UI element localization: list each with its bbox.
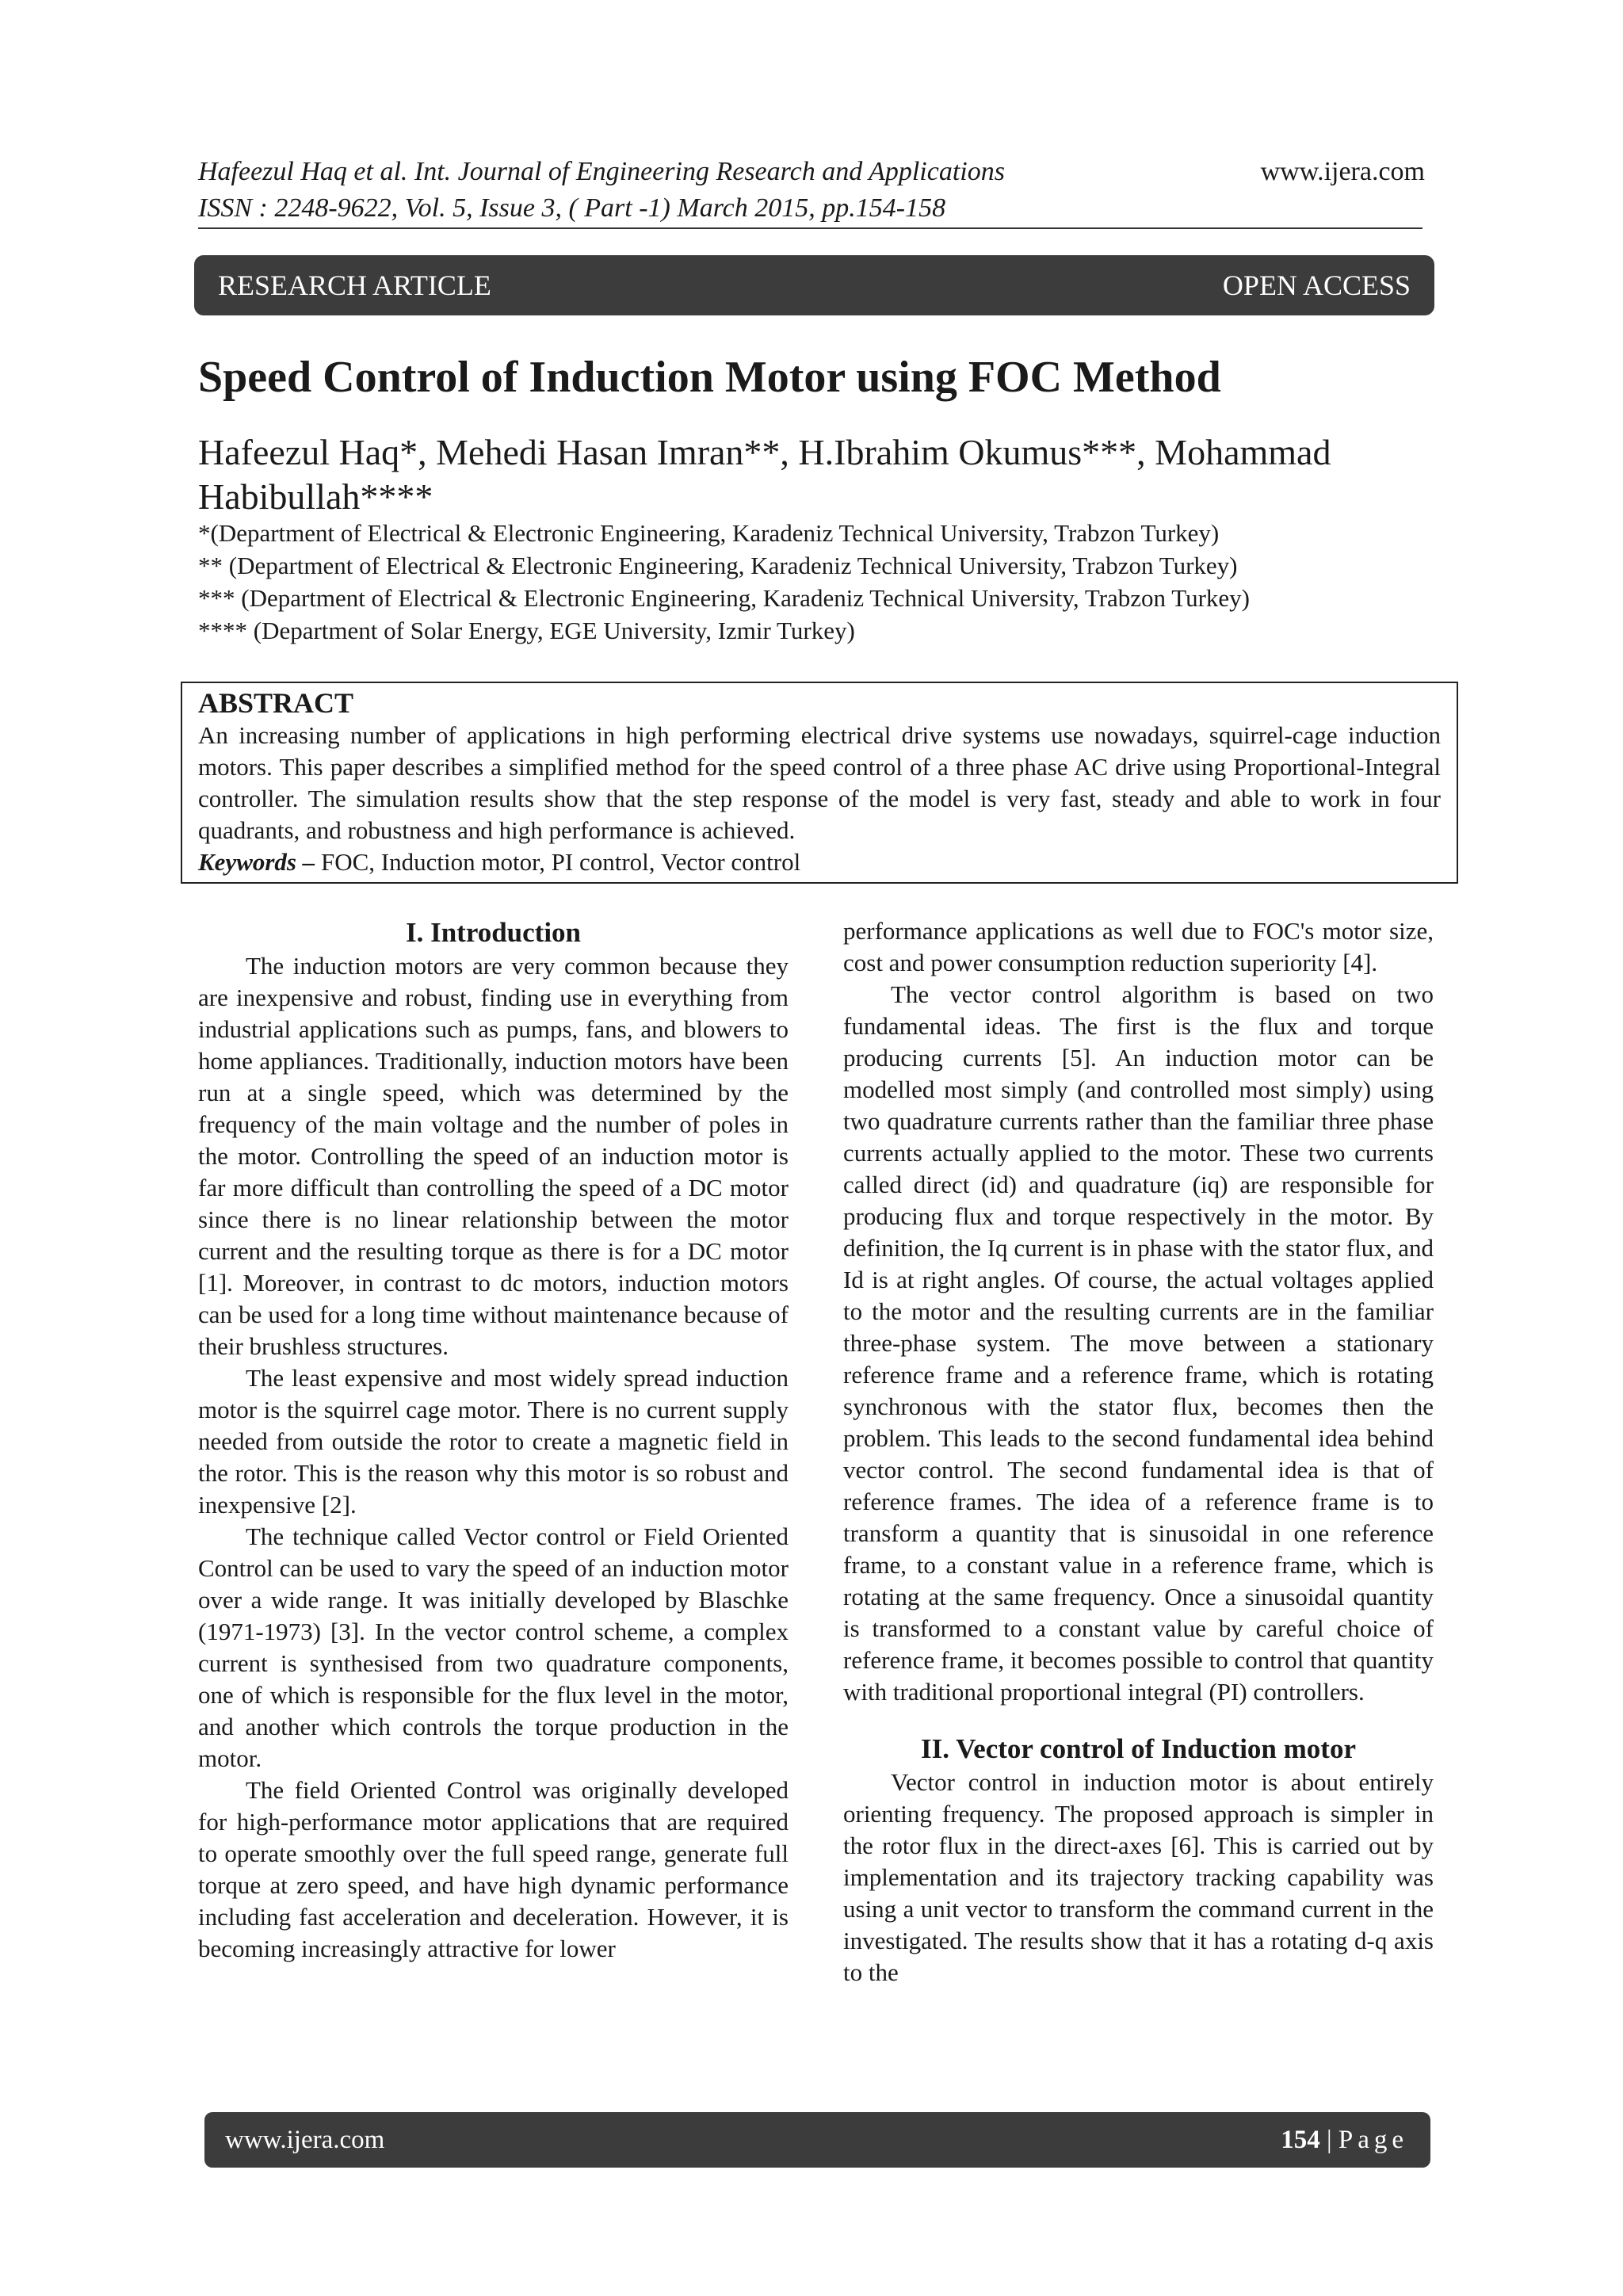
affiliation-1: *(Department of Electrical & Electronic Engineering, Karadeniz Technical University, Trabzon Turkey): [198, 519, 1220, 547]
header-site-link[interactable]: www.ijera.com: [1260, 157, 1425, 186]
author-list: Hafeezul Haq*, Mehedi Hasan Imran**, H.Ibrahim Okumus***, Mohammad Habibullah****: [198, 432, 1331, 517]
intro-paragraph-1: The induction motors are very common because they are inexpensive and robust, finding use in everything from industrial applications such as pumps, fans, and blowers to home appliances. Traditionally, induction motors have been run at a single speed, which was determined by the frequency of the main voltage and the number of poles in the motor. Controlling the speed of an induction motor is far more difficult than controlling the speed of a DC motor since there is no linear relationship between the motor current and the resulting torque as there is for a DC motor [1]. Moreover, in contrast to dc motors, induction motors can be used for a long time without maintenance because of their brushless structures.: [198, 952, 789, 1360]
running-header: [198, 154, 1425, 230]
keywords-line: [198, 846, 1441, 878]
intro-paragraph-3: The technique called Vector control or Field Oriented Control can be used to vary the speed of an induction motor over a wide range. It was initially developed by Blaschke (1971-1973) [3]. In the vector control scheme, a complex current is synthesised from two quadrature components, one of which is responsible for the flux level in the motor, and another which controls the torque production in the motor.: [198, 1522, 789, 1772]
intro-paragraph-5: The vector control algorithm is based on two fundamental ideas. The first is the flux and torque producing currents [5]. An induction motor can be modelled most simply (and controlled most simply) using two quadrature currents rather than the familiar three phase currents actually applied to the motor. These two currents called direct (id) and quadrature (iq) are responsible for producing flux and torque respectively in the motor. By definition, the Iq current is in phase with the stator flux, and Id is at right angles. Of course, the actual voltages applied to the motor and the resulting currents are in the familiar three-phase system. The move between a stationary reference frame and a reference frame, which is rotating synchronous with the stator flux, becomes then the problem. This leads to the second fundamental idea behind vector control. The second fundamental idea is that of reference frames. The idea of a reference frame is to transform a quantity that is sinusoidal in one reference frame, to a constant value in a reference frame, which is rotating at the same frequency. Once a sinusoidal quantity is transformed to a constant value by careful choice of reference frame, it becomes possible to control that quantity with traditional proportional integral (PI) controllers.: [843, 980, 1434, 1706]
abstract-box: [181, 682, 1458, 884]
article-type-banner: [194, 255, 1434, 315]
intro-paragraph-2: The least expensive and most widely spread induction motor is the squirrel cage motor. There is no current supply needed from outside the rotor to create a magnetic field in the rotor. This is the reason why this motor is so robust and inexpensive [2].: [198, 1364, 789, 1519]
keywords-label: Keywords –: [198, 848, 315, 876]
header-rule: [198, 227, 1423, 229]
journal-citation: [198, 154, 1005, 227]
section-heading-introduction: I. Introduction: [405, 917, 582, 948]
page-footer: [204, 2112, 1430, 2168]
journal-line-1: Hafeezul Haq et al. Int. Journal of Engineering Research and Applications: [198, 157, 1005, 186]
abstract-text: An increasing number of applications in high performing electrical drive systems use nowadays, squirrel-cage induction motors. This paper describes a simplified method for the speed control of a three phase AC drive using Proportional-Integral controller. The simulation results show that the step response of the model is very fast, steady and able to work in four quadrants, and robustness and high performance is achieved.: [198, 721, 1441, 844]
affiliations: [198, 517, 1250, 647]
vector-control-paragraph: Vector control in induction motor is about entirely orienting frequency. The proposed approach is simpler in the rotor flux in the direct-axes [6]. This is carried out by implementation and its trajectory tracking capability was using a unit vector to transform the command current in the investigated. The results show that it has a rotating d-q axis to the: [843, 1768, 1434, 1986]
open-access-label: OPEN ACCESS: [1222, 269, 1411, 301]
affiliation-2: ** (Department of Electrical & Electronic Engineering, Karadeniz Technical University, Trabzon Turkey): [198, 552, 1238, 579]
affiliation-4: **** (Department of Solar Energy, EGE University, Izmir Turkey): [198, 617, 855, 644]
section-heading-vector-control: II. Vector control of Induction motor: [921, 1733, 1356, 1764]
right-column: [843, 915, 1434, 1988]
research-article-label: RESEARCH ARTICLE: [218, 269, 491, 301]
intro-paragraph-4: The field Oriented Control was originally developed for high-performance motor applications that are required to operate smoothly over the full speed range, generate full torque at zero speed, and have high dynamic performance including fast acceleration and deceleration. However, it is becoming increasingly attractive for lower: [198, 1776, 789, 1962]
page-word: Page: [1338, 2125, 1408, 2154]
paper-title: Speed Control of Induction Motor using FOC Method: [198, 353, 1221, 402]
page-indicator: [1281, 2126, 1408, 2155]
footer-site-link[interactable]: www.ijera.com: [225, 2125, 385, 2154]
abstract-heading: ABSTRACT: [198, 687, 354, 719]
page-number: 154: [1281, 2125, 1320, 2154]
keywords-text: FOC, Induction motor, PI control, Vector control: [315, 848, 801, 876]
intro-paragraph-4-continued: performance applications as well due to FOC's motor size, cost and power consumption reduction superiority [4].: [843, 917, 1434, 976]
journal-line-2: ISSN : 2248-9622, Vol. 5, Issue 3, ( Part -1) March 2015, pp.154-158: [198, 193, 946, 223]
affiliation-3: *** (Department of Electrical & Electronic Engineering, Karadeniz Technical University, Trabzon Turkey): [198, 584, 1250, 612]
left-column: [198, 915, 789, 1965]
page-separator: |: [1319, 2125, 1338, 2154]
